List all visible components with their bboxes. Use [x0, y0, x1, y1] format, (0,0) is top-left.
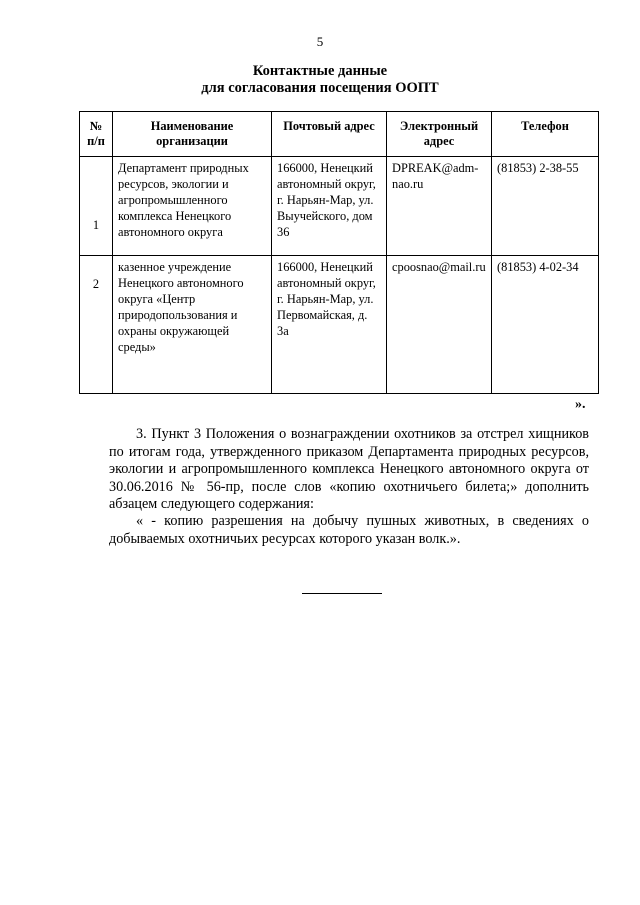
page-number: 5	[316, 34, 324, 49]
row-address: 166000, Ненецкий автономный округ, г. Нарьян-Мар, ул. Выучейского, дом 36	[272, 157, 387, 256]
title-line-2: для согласования посещения ООПТ	[201, 80, 439, 96]
row-num: 2	[80, 256, 113, 394]
row-phone: (81853) 2-38-55	[492, 157, 599, 256]
end-divider	[302, 593, 382, 594]
table-row	[80, 157, 599, 256]
header-address: Почтовый адрес	[272, 112, 387, 157]
paragraph-insertion: « - копию разрешения на добычу пушных животных, в сведениях о добываемых охотничьих ресурсах которого указан волк.».	[109, 513, 589, 547]
row-num: 1	[80, 157, 113, 256]
row-organization: казенное учреждение Ненецкого автономного округа «Центр природопользования и охраны окружающей среды»	[113, 256, 272, 394]
row-organization: Департамент природных ресурсов, экологии и агропромышленного комплекса Ненецкого автономного округа	[113, 157, 272, 256]
row-email: cpoosnao@mail.ru	[387, 256, 492, 394]
row-phone: (81853) 4-02-34	[492, 256, 599, 394]
row-address: 166000, Ненецкий автономный округ, г. Нарьян-Мар, ул. Первомайская, д. 3а	[272, 256, 387, 394]
table-header-row	[80, 112, 599, 157]
header-name: Наименование организации	[113, 112, 272, 157]
header-num: № п/п	[80, 112, 113, 157]
contacts-table	[79, 111, 599, 394]
table-row	[80, 256, 599, 394]
paragraph-amendment: 3. Пункт 3 Положения о вознаграждении охотников за отстрел хищников по итогам года, утвержденного приказом Департамента природных ресурсов, экологии и агропромышленного комплекса Ненецкого автономного округа от 30.06.2016 № 56-пр, после слов «копию охотничьего билета;» дополнить абзацем следующего содержания:	[109, 426, 589, 512]
header-email: Электронный адрес	[387, 112, 492, 157]
row-email: DPREAK@adm-nao.ru	[387, 157, 492, 256]
header-phone: Телефон	[492, 112, 599, 157]
closing-quote: ».	[575, 397, 586, 412]
table-title	[0, 63, 640, 97]
title-line-1: Контактные данные	[252, 63, 388, 79]
